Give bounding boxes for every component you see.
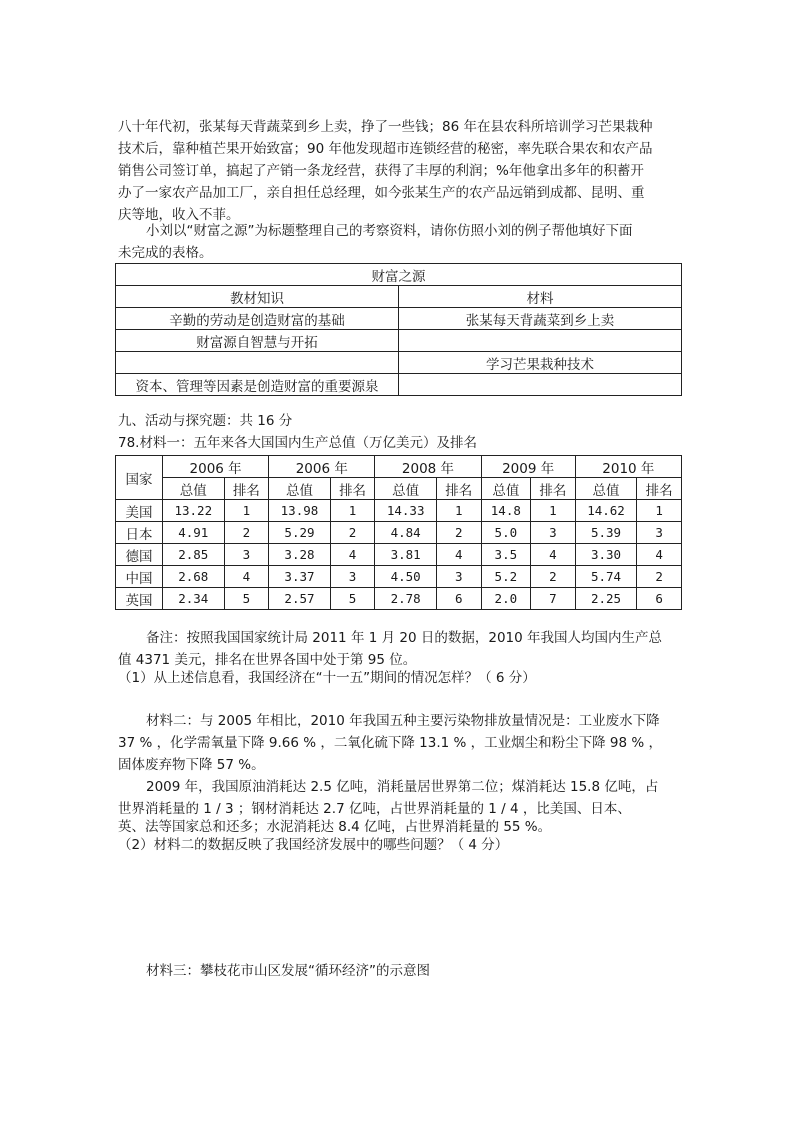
- wealth-knowledge-cell: [116, 352, 399, 374]
- gdp-cell: 4.91: [163, 522, 225, 544]
- gdp-cell: 3.28: [269, 544, 331, 566]
- gdp-country: 美国: [116, 500, 163, 522]
- gdp-cell: 2: [330, 522, 375, 544]
- gdp-cell: 3.5: [481, 544, 531, 566]
- gdp-sub-total: 总值: [375, 478, 437, 500]
- intro-line-5: 庆等地，收入不菲。: [118, 207, 240, 223]
- wealth-row: [116, 374, 682, 396]
- wealth-material-cell: 学习芒果栽种技术: [399, 352, 682, 374]
- gdp-cell: 3.81: [375, 544, 437, 566]
- wealth-material-cell: 张某每天背蔬菜到乡上卖: [399, 308, 682, 330]
- instruction-line-1: 小刘以“财富之源”为标题整理自己的考察资料，请你仿照小刘的例子帮他填好下面: [146, 223, 633, 239]
- material-2-line-4: 2009 年，我国原油消耗达 2.5 亿吨，消耗量居世界第二位；煤消耗达 15.8 亿吨，占: [146, 779, 659, 795]
- gdp-cell: 2: [531, 566, 576, 588]
- gdp-sub-total: 总值: [269, 478, 331, 500]
- gdp-sub-rank: 排名: [436, 478, 481, 500]
- gdp-cell: 2: [436, 522, 481, 544]
- gdp-cell: 5.74: [575, 566, 637, 588]
- gdp-cell: 4: [330, 544, 375, 566]
- gdp-cell: 4.50: [375, 566, 437, 588]
- material-2-line-2: 37 % ，化学需氧量下降 9.66 % ，二氧化硫下降 13.1 % ，工业烟尘和粉尘下降 98 % ，: [118, 735, 662, 751]
- gdp-country: 德国: [116, 544, 163, 566]
- table-row: [116, 522, 682, 544]
- table-row: [116, 500, 682, 522]
- gdp-cell: 3: [330, 566, 375, 588]
- gdp-cell: 4.84: [375, 522, 437, 544]
- gdp-cell: 14.62: [575, 500, 637, 522]
- gdp-cell: 1: [637, 500, 682, 522]
- gdp-cell: 3: [436, 566, 481, 588]
- material-2-line-1: 材料二：与 2005 年相比，2010 年我国五种主要污染物排放量情况是：工业废水下降: [146, 713, 660, 729]
- gdp-cell: 1: [531, 500, 576, 522]
- gdp-cell: 4: [637, 544, 682, 566]
- gdp-cell: 2.68: [163, 566, 225, 588]
- gdp-cell: 3.30: [575, 544, 637, 566]
- intro-line-4: 办了一家农产品加工厂，亲自担任总经理，如今张某生产的农产品远销到成都、昆明、重: [118, 185, 645, 201]
- wealth-table-title: 财富之源: [116, 264, 682, 286]
- wealth-material-cell: [399, 374, 682, 396]
- wealth-row: [116, 308, 682, 330]
- wealth-knowledge-cell: 财富源自智慧与开拓: [116, 330, 399, 352]
- gdp-year-header: 2006 年: [269, 456, 375, 478]
- gdp-cell: 5: [224, 588, 269, 610]
- gdp-cell: 4: [531, 544, 576, 566]
- gdp-cell: 2.0: [481, 588, 531, 610]
- gdp-cell: 7: [531, 588, 576, 610]
- gdp-cell: 14.33: [375, 500, 437, 522]
- gdp-cell: 6: [436, 588, 481, 610]
- gdp-cell: 3: [224, 544, 269, 566]
- gdp-table: [115, 455, 682, 610]
- gdp-country: 英国: [116, 588, 163, 610]
- note-line-1: 备注：按照我国国家统计局 2011 年 1 月 20 日的数据，2010 年我国人均国内生产总: [146, 630, 663, 646]
- gdp-sub-total: 总值: [163, 478, 225, 500]
- wealth-source-table: [115, 263, 682, 396]
- wealth-material-cell: [399, 330, 682, 352]
- material-2-line-3: 固体废弃物下降 57 %。: [118, 757, 265, 773]
- gdp-cell: 5.29: [269, 522, 331, 544]
- gdp-cell: 3: [637, 522, 682, 544]
- gdp-sub-rank: 排名: [224, 478, 269, 500]
- question-2: （2）材料二的数据反映了我国经济发展中的哪些问题？（ 4 分）: [118, 837, 509, 853]
- gdp-cell: 13.22: [163, 500, 225, 522]
- wealth-col-knowledge: 教材知识: [116, 286, 399, 308]
- gdp-cell: 2.34: [163, 588, 225, 610]
- gdp-country: 中国: [116, 566, 163, 588]
- gdp-cell: 2.25: [575, 588, 637, 610]
- gdp-year-header: 2010 年: [575, 456, 681, 478]
- gdp-cell: 3.37: [269, 566, 331, 588]
- gdp-sub-total: 总值: [575, 478, 637, 500]
- wealth-knowledge-cell: 资本、管理等因素是创造财富的重要源泉: [116, 374, 399, 396]
- gdp-cell: 2.78: [375, 588, 437, 610]
- gdp-sub-rank: 排名: [330, 478, 375, 500]
- gdp-cell: 2: [224, 522, 269, 544]
- gdp-cell: 3: [531, 522, 576, 544]
- gdp-sub-total: 总值: [481, 478, 531, 500]
- gdp-cell: 6: [637, 588, 682, 610]
- gdp-cell: 5: [330, 588, 375, 610]
- gdp-year-header: 2008 年: [375, 456, 481, 478]
- gdp-cell: 4: [436, 544, 481, 566]
- gdp-sub-rank: 排名: [637, 478, 682, 500]
- intro-line-1: 八十年代初，张某每天背蔬菜到乡上卖，挣了一些钱；86 年在县农科所培训学习芒果栽种: [118, 119, 653, 135]
- intro-line-3: 销售公司签订单，搞起了产销一条龙经营，获得了丰厚的利润；%年他拿出多年的积蓄开: [118, 163, 644, 179]
- gdp-cell: 2.57: [269, 588, 331, 610]
- gdp-cell: 2.85: [163, 544, 225, 566]
- gdp-cell: 5.0: [481, 522, 531, 544]
- wealth-row: [116, 352, 682, 374]
- q78-title: 78.材料一：五年来各大国国内生产总值（万亿美元）及排名: [118, 435, 477, 451]
- gdp-country-header: 国家: [116, 456, 163, 500]
- gdp-cell: 13.98: [269, 500, 331, 522]
- gdp-cell: 1: [224, 500, 269, 522]
- note-line-2: 值 4371 美元，排名在世界各国中处于第 95 位。: [118, 652, 417, 668]
- wealth-col-material: 材料: [399, 286, 682, 308]
- gdp-cell: 1: [436, 500, 481, 522]
- table-row: [116, 566, 682, 588]
- gdp-cell: 5.2: [481, 566, 531, 588]
- table-row: [116, 588, 682, 610]
- gdp-country: 日本: [116, 522, 163, 544]
- wealth-knowledge-cell: 辛勤的劳动是创造财富的基础: [116, 308, 399, 330]
- intro-line-2: 技术后，靠种植芒果开始致富；90 年他发现超市连锁经营的秘密，率先联合果农和农产品: [118, 141, 653, 157]
- material-3-title: 材料三：攀枝花市山区发展“循环经济”的示意图: [146, 963, 430, 979]
- gdp-year-header: 2009 年: [481, 456, 575, 478]
- gdp-cell: 14.8: [481, 500, 531, 522]
- gdp-sub-rank: 排名: [531, 478, 576, 500]
- instruction-line-2: 未完成的表格。: [118, 245, 213, 261]
- question-1: （1）从上述信息看，我国经济在“十一五”期间的情况怎样？（ 6 分）: [118, 670, 536, 686]
- wealth-row: [116, 330, 682, 352]
- material-2-line-5: 世界消耗量的 1 / 3 ；钢材消耗达 2.7 亿吨，占世界消耗量的 1 / 4 ，比美国、日本、: [118, 801, 631, 817]
- gdp-cell: 2: [637, 566, 682, 588]
- material-2-line-6: 英、法等国家总和还多；水泥消耗达 8.4 亿吨，占世界消耗量的 55 %。: [118, 819, 552, 835]
- section-9-heading: 九、活动与探究题：共 16 分: [118, 413, 293, 429]
- gdp-cell: 5.39: [575, 522, 637, 544]
- table-row: [116, 544, 682, 566]
- gdp-cell: 4: [224, 566, 269, 588]
- gdp-cell: 1: [330, 500, 375, 522]
- gdp-year-header: 2006 年: [163, 456, 269, 478]
